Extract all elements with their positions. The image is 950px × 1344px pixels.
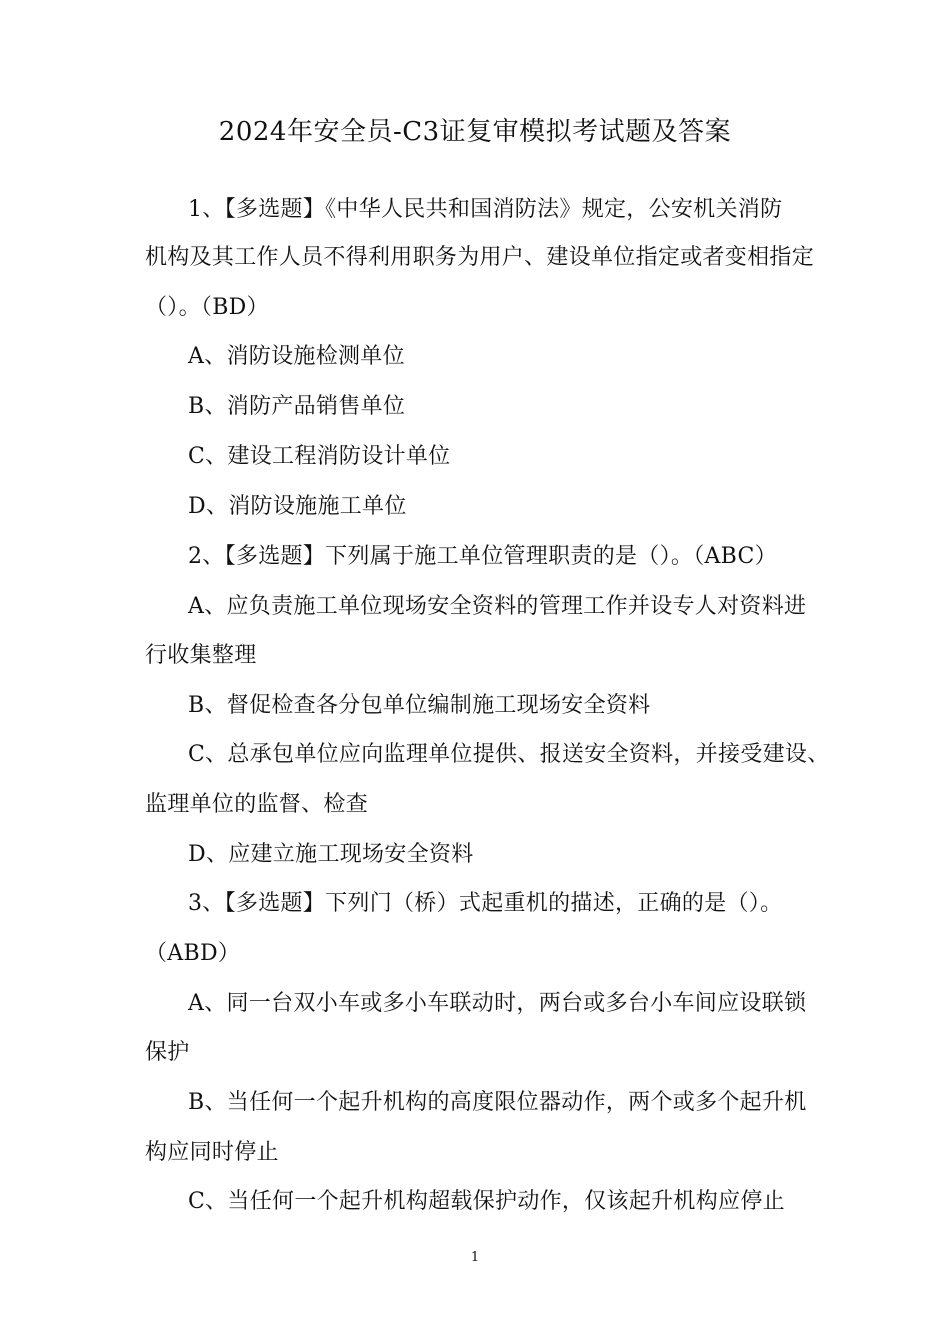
q2-option-b: B、督促检查各分包单位编制施工现场安全资料 (188, 693, 651, 718)
q2-option-a-line-2: 行收集整理 (145, 643, 257, 668)
q3-option-c: C、当任何一个起升机构超载保护动作，仅该起升机构应停止 (188, 1189, 785, 1214)
q3-stem-line-2: （ABD） (145, 941, 241, 966)
q3-option-b-line-1: B、当任何一个起升机构的高度限位器动作，两个或多个起升机 (188, 1090, 807, 1115)
q1-option-a: A、消防设施检测单位 (188, 344, 405, 369)
q2-option-a-line-1: A、应负责施工单位现场安全资料的管理工作并设专人对资料进 (188, 594, 807, 619)
q3-option-a-line-1: A、同一台双小车或多小车联动时，两台或多台小车间应设联锁 (188, 991, 807, 1016)
q1-option-b: B、消防产品销售单位 (188, 394, 406, 419)
q1-stem-line-1: 1、【多选题】《中华人民共和国消防法》规定，公安机关消防 (188, 197, 783, 222)
q1-stem-line-2: 机构及其工作人员不得利用职务为用户、建设单位指定或者变相指定 (145, 245, 815, 270)
q1-option-c: C、建设工程消防设计单位 (188, 444, 451, 469)
q3-option-a-line-2: 保护 (145, 1040, 190, 1065)
q1-stem-line-3: （）。（BD） (145, 295, 269, 320)
page-number: 1 (470, 1250, 480, 1265)
q2-stem: 2、【多选题】下列属于施工单位管理职责的是（）。（ABC） (188, 544, 777, 569)
q2-option-c-line-2: 监理单位的监督、检查 (145, 792, 369, 817)
page-title: 2024年安全员-C3证复审模拟考试题及答案 (218, 117, 732, 147)
q2-option-c-line-1: C、总承包单位应向监理单位提供、报送安全资料，并接受建设、 (188, 742, 830, 767)
q1-option-d: D、消防设施施工单位 (188, 494, 407, 519)
q3-option-b-line-2: 构应同时停止 (145, 1140, 279, 1165)
q2-option-d: D、应建立施工现场安全资料 (188, 842, 474, 867)
q3-stem-line-1: 3、【多选题】下列门（桥）式起重机的描述，正确的是（）。 (188, 891, 783, 916)
